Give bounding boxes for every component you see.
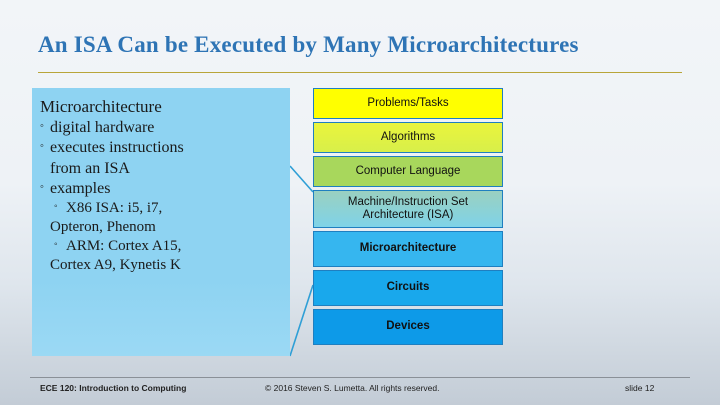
bullet-icon: ◦ <box>54 201 58 212</box>
stack-layer-label: Microarchitecture <box>359 242 457 255</box>
panel-heading: Microarchitecture <box>40 97 162 116</box>
stack-layer-microarchitecture <box>313 231 503 267</box>
stack-layer-circuits <box>313 270 503 306</box>
stack-layer-devices <box>313 309 503 345</box>
list-item-continuation <box>40 159 280 178</box>
footer-copyright: © 2016 Steven S. Lumetta. All rights reserved. <box>265 383 440 393</box>
list-item <box>40 179 280 198</box>
list-item-label: from an ISA <box>50 159 130 177</box>
left-text-panel <box>32 88 290 356</box>
stack-layer-problems-tasks <box>313 88 503 119</box>
stack-layer-label: Algorithms <box>380 130 436 143</box>
footer-course: ECE 120: Introduction to Computing <box>40 383 187 393</box>
stack-layer-label: Devices <box>386 320 430 333</box>
stack-layer-label <box>348 196 468 222</box>
stack-layer-computer-language <box>313 156 503 187</box>
list-item <box>40 237 280 255</box>
list-item-label: Opteron, Phenom <box>50 219 156 235</box>
list-item <box>40 199 280 217</box>
list-item-label: Cortex A9, Kynetis K <box>50 257 181 273</box>
list-item-continuation <box>40 218 280 236</box>
bullet-icon: ◦ <box>40 140 44 153</box>
list-item <box>40 138 280 157</box>
stack-layer-label: Problems/Tasks <box>367 96 449 109</box>
stack-layer-label: Computer Language <box>355 164 461 177</box>
abstraction-stack <box>313 88 503 348</box>
list-item-label: ARM: Cortex A15, <box>66 238 182 254</box>
list-item-continuation <box>40 256 280 274</box>
footer-divider <box>30 377 690 378</box>
list-item <box>40 118 280 137</box>
footer-slide-number: slide 12 <box>625 383 655 393</box>
stack-layer-algorithms <box>313 122 503 153</box>
stack-layer-label: Circuits <box>386 281 430 294</box>
list-item-label: digital hardware <box>50 119 155 137</box>
stack-layer-isa <box>313 190 503 228</box>
page-title: An ISA Can be Executed by Many Microarchitectures <box>38 32 579 57</box>
stack-layer-label-line2: Architecture (ISA) <box>362 209 454 221</box>
bullet-icon: ◦ <box>40 180 44 193</box>
bullet-icon: ◦ <box>54 239 58 250</box>
bullet-icon: ◦ <box>40 120 44 133</box>
list-item-label: examples <box>50 179 111 197</box>
list-item-label: executes instructions <box>50 139 184 157</box>
title-divider <box>38 72 682 73</box>
stack-layer-label-line1: Machine/Instruction Set <box>347 195 469 208</box>
list-item-label: X86 ISA: i5, i7, <box>66 200 163 216</box>
